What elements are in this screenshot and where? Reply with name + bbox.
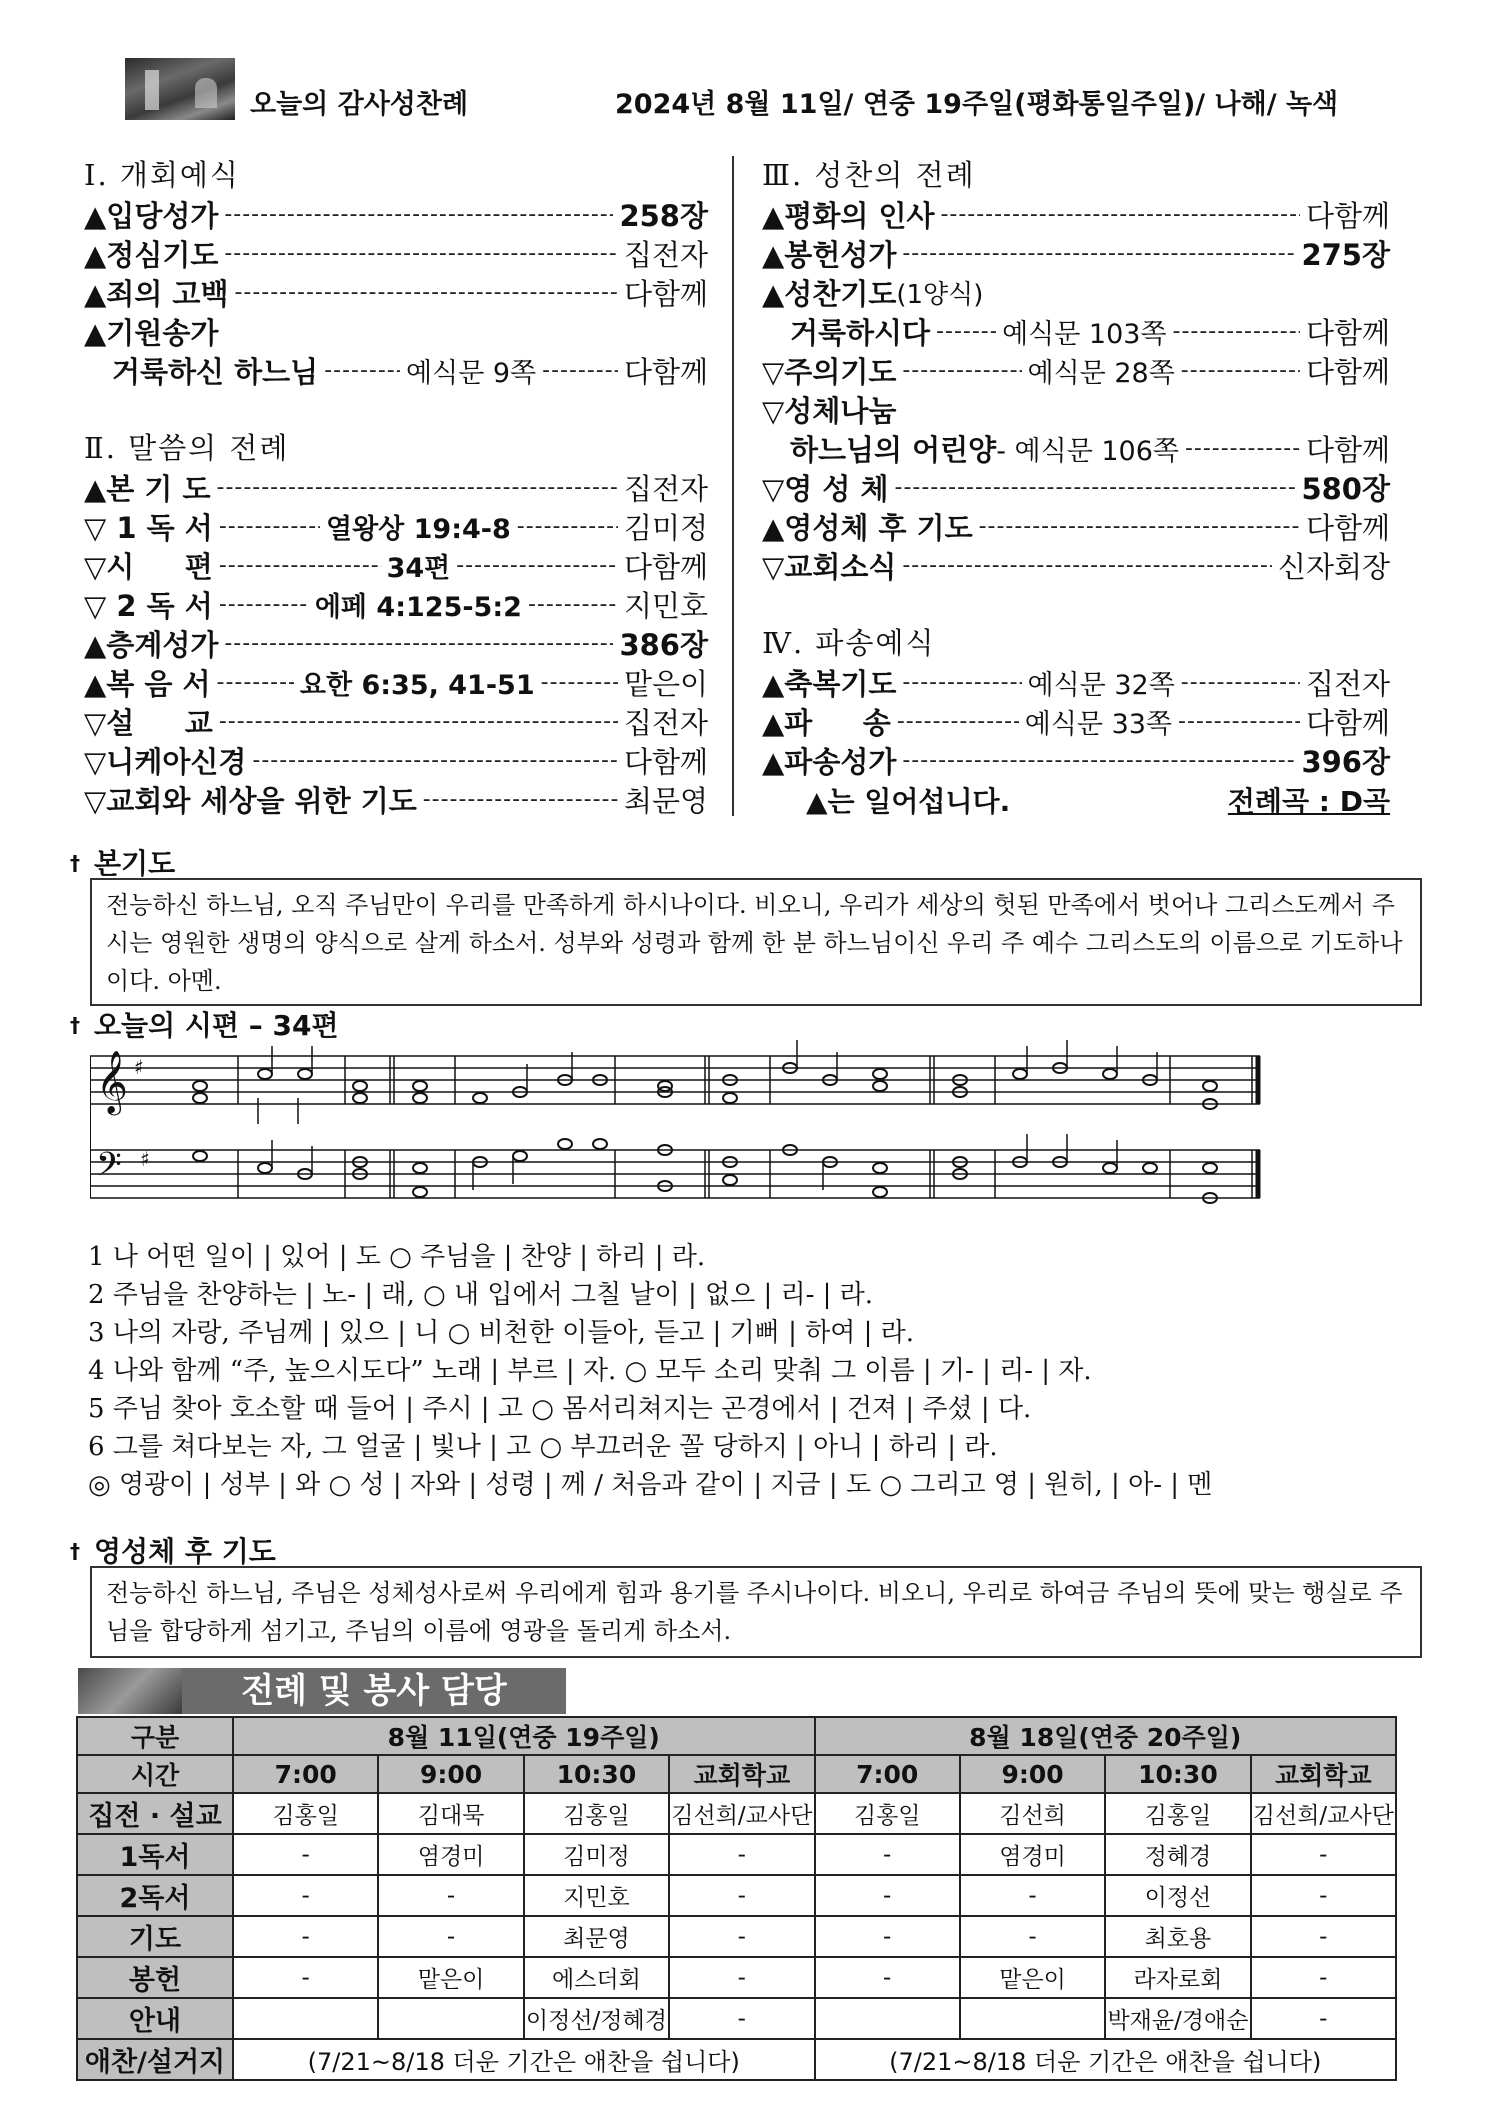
cross-icon: †	[70, 1539, 80, 1563]
table-header: 8월 11일(연중 19주일)	[233, 1717, 815, 1755]
order-item: 거룩하시다 ----- 예식문 103쪽 ----- 다함께	[762, 312, 1390, 351]
duty-title: 전례 및 봉사 담당	[182, 1668, 566, 1714]
psalm-doxology: ◎ 영광이 | 성부 | 와 ○ 성 | 자와 | 성령 | 께 / 처음과 같이 | 지금 | 도 ○ 그리고 영 | 원히, | 아- | 멘	[88, 1470, 1213, 1500]
table-row: 1독서 - 염경미 김미정 - - 염경미 정혜경 -	[77, 1834, 1396, 1875]
table-header: 7:00	[233, 1755, 378, 1793]
psalm-verse: 2 주님을 찬양하는 | 노- | 래, ○ 내 입에서 그칠 날이 | 없으 | 리- | 라.	[88, 1280, 874, 1310]
psalm-verse: 3 나의 자랑, 주님께 | 있으 | 니 ○ 비천한 이들아, 듣고 | 기뻐 | 하여 | 라.	[88, 1318, 914, 1348]
table-header: 7:00	[815, 1755, 960, 1793]
order-item: ▲성찬기도 (1양식)	[762, 277, 984, 311]
cross-icon: †	[70, 1013, 80, 1037]
liturgy-tune: 전례곡 : D곡	[1227, 784, 1390, 818]
table-header: 교회학교	[1251, 1755, 1396, 1793]
table-row: 봉헌 - 맡은이 에스더회 - - 맡은이 라자로회 -	[77, 1957, 1396, 1998]
table-row	[77, 1717, 1396, 1755]
order-item: 거룩하신 하느님 ----- 예식문 9쪽 ----- 다함께	[84, 351, 708, 390]
order-item: ▲정심기도 ----- 집전자	[84, 234, 708, 273]
psalm-chant-score	[90, 1040, 1270, 1220]
order-item: ▲본 기 도 ----- 집전자	[84, 468, 708, 507]
order-item: ▲평화의 인사 ----- 다함께	[762, 195, 1390, 234]
table-header: 9:00	[960, 1755, 1105, 1793]
postcommunion-heading: † 영성체 후 기도	[70, 1535, 276, 1568]
table-header: 구분	[77, 1717, 233, 1755]
order-item: ▽영 성 체 ----- 580장	[762, 468, 1390, 507]
order-item: ▲영성체 후 기도 ----- 다함께	[762, 507, 1390, 546]
order-item: ▽시 편 ----- 34편 ----- 다함께	[84, 546, 708, 585]
psalm-verse: 6 그를 쳐다보는 자, 그 얼굴 | 빛나 | 고 ○ 부끄러운 꼴 당하지 | 아니 | 하리 | 라.	[88, 1432, 998, 1462]
table-header: 10:30	[524, 1755, 669, 1793]
header-title: 오늘의 감사성찬례	[250, 89, 469, 120]
psalm-verse: 4 나와 함께 “주, 높으시도다” 노래 | 부르 | 자. ○ 모두 소리 맞춰 그 이름 | 기- | 리- | 자.	[88, 1356, 1092, 1386]
order-item: ▲입당성가 ----- 258장	[84, 195, 708, 234]
order-item: ▲기원송가	[84, 316, 219, 350]
order-item: ▽성체나눔	[762, 394, 897, 428]
order-right-column	[762, 156, 1390, 819]
table-row: 안내 이정선/정혜경 - 박재윤/경애순 -	[77, 1998, 1396, 2039]
order-item: ▲층계성가 ----- 386장	[84, 624, 708, 663]
table-header: 10:30	[1105, 1755, 1250, 1793]
table-header: 8월 18일(연중 20주일)	[815, 1717, 1397, 1755]
column-divider	[732, 156, 734, 816]
collect-heading: † 본기도	[70, 847, 176, 880]
order-item: ▽니케아신경 ----- 다함께	[84, 741, 708, 780]
order-item: ▽ 2 독 서 ----- 에페 4:125-5:2 ----- 지민호	[84, 585, 708, 624]
svg-text:𝄞: 𝄞	[96, 1050, 128, 1113]
order-item: ▲파 송 ----- 예식문 33쪽 ----- 다함께	[762, 702, 1390, 741]
order-item: ▽ 1 독 서 ----- 열왕상 19:4-8 ----- 김미정	[84, 507, 708, 546]
order-item: ▽주의기도 ----- 예식문 28쪽 ----- 다함께	[762, 351, 1390, 390]
order-item: ▲죄의 고백 ----- 다함께	[84, 273, 708, 312]
order-item: ▲축복기도 ----- 예식문 32쪽 ----- 집전자	[762, 663, 1390, 702]
order-item: ▽설 교 ----- 집전자	[84, 702, 708, 741]
section-heading: Ⅳ. 파송예식	[762, 626, 936, 660]
order-left-column	[84, 156, 708, 819]
section-heading: Ⅱ. 말씀의 전례	[84, 431, 290, 465]
order-item: ▲봉헌성가 ----- 275장	[762, 234, 1390, 273]
order-item: ▲복 음 서 ----- 요한 6:35, 41-51 ----- 맡은이	[84, 663, 708, 702]
standing-note: ▲는 일어섭니다. 전례곡 : D곡	[762, 780, 1390, 819]
order-item: 하느님의 어린양 - 예식문 106쪽 ----- 다함께	[762, 429, 1390, 468]
psalm-heading: † 오늘의 시편 – 34편	[70, 1009, 339, 1042]
order-item: ▽교회와 세상을 위한 기도 ----- 최문영	[84, 780, 708, 819]
section-heading: Ⅲ. 성찬의 전례	[762, 158, 976, 192]
order-item: ▲파송성가 ----- 396장	[762, 741, 1390, 780]
psalm-verse: 5 주님 찾아 호소할 때 들어 | 주시 | 고 ○ 몸서리쳐지는 곤경에서 | 건져 | 주셨 | 다.	[88, 1394, 1032, 1424]
collect-box: 전능하신 하느님, 오직 주님만이 우리를 만족하게 하시나이다. 비오니, 우리가 세상의 헛된 만족에서 벗어나 그리스도께서 주시는 영원한 생명의 양식으로 살게 하소서. 성부와 성령과 함께 한 분 하느님이신 우리 주 예수 그리스도의 이름으로 기도하나이다. 아멘.	[90, 878, 1422, 1006]
table-header: 교회학교	[669, 1755, 814, 1793]
table-row	[77, 1755, 1396, 1793]
table-row: 애찬/설거지 (7/21~8/18 더운 기간은 애찬을 쉽니다) (7/21~8/18 더운 기간은 애찬을 쉽니다)	[77, 2039, 1396, 2080]
svg-text:♯: ♯	[134, 1055, 144, 1079]
order-item: ▽교회소식 ----- 신자회장	[762, 546, 1390, 585]
table-row: 2독서 - - 지민호 - - - 이정선 -	[77, 1875, 1396, 1916]
duty-photo	[78, 1668, 182, 1714]
psalm-text	[88, 1238, 1448, 1504]
header-photo	[125, 58, 235, 120]
section-heading: Ⅰ. 개회예식	[84, 158, 240, 192]
table-header: 시간	[77, 1755, 233, 1793]
duty-table	[76, 1716, 1397, 2081]
table-row: 집전 · 설교 김홍일 김대묵 김홍일 김선희/교사단 김홍일 김선희 김홍일 김선희/교사단	[77, 1793, 1396, 1834]
header-date: 2024년 8월 11일/ 연중 19주일(평화통일주일)/ 나해/ 녹색	[615, 89, 1339, 120]
table-row: 기도 - - 최문영 - - - 최호용 -	[77, 1916, 1396, 1957]
postcommunion-box: 전능하신 하느님, 주님은 성체성사로써 우리에게 힘과 용기를 주시나이다. 비오니, 우리로 하여금 주님의 뜻에 맞는 행실로 주님을 합당하게 섬기고, 주님의 이름에 영광을 돌리게 하소서.	[90, 1566, 1422, 1658]
psalm-verse: 1 나 어떤 일이 | 있어 | 도 ○ 주님을 | 찬양 | 하리 | 라.	[88, 1242, 706, 1272]
cross-icon: †	[70, 851, 80, 875]
svg-text:♯: ♯	[140, 1147, 150, 1171]
table-header: 9:00	[378, 1755, 523, 1793]
svg-text:𝄢: 𝄢	[96, 1146, 122, 1192]
